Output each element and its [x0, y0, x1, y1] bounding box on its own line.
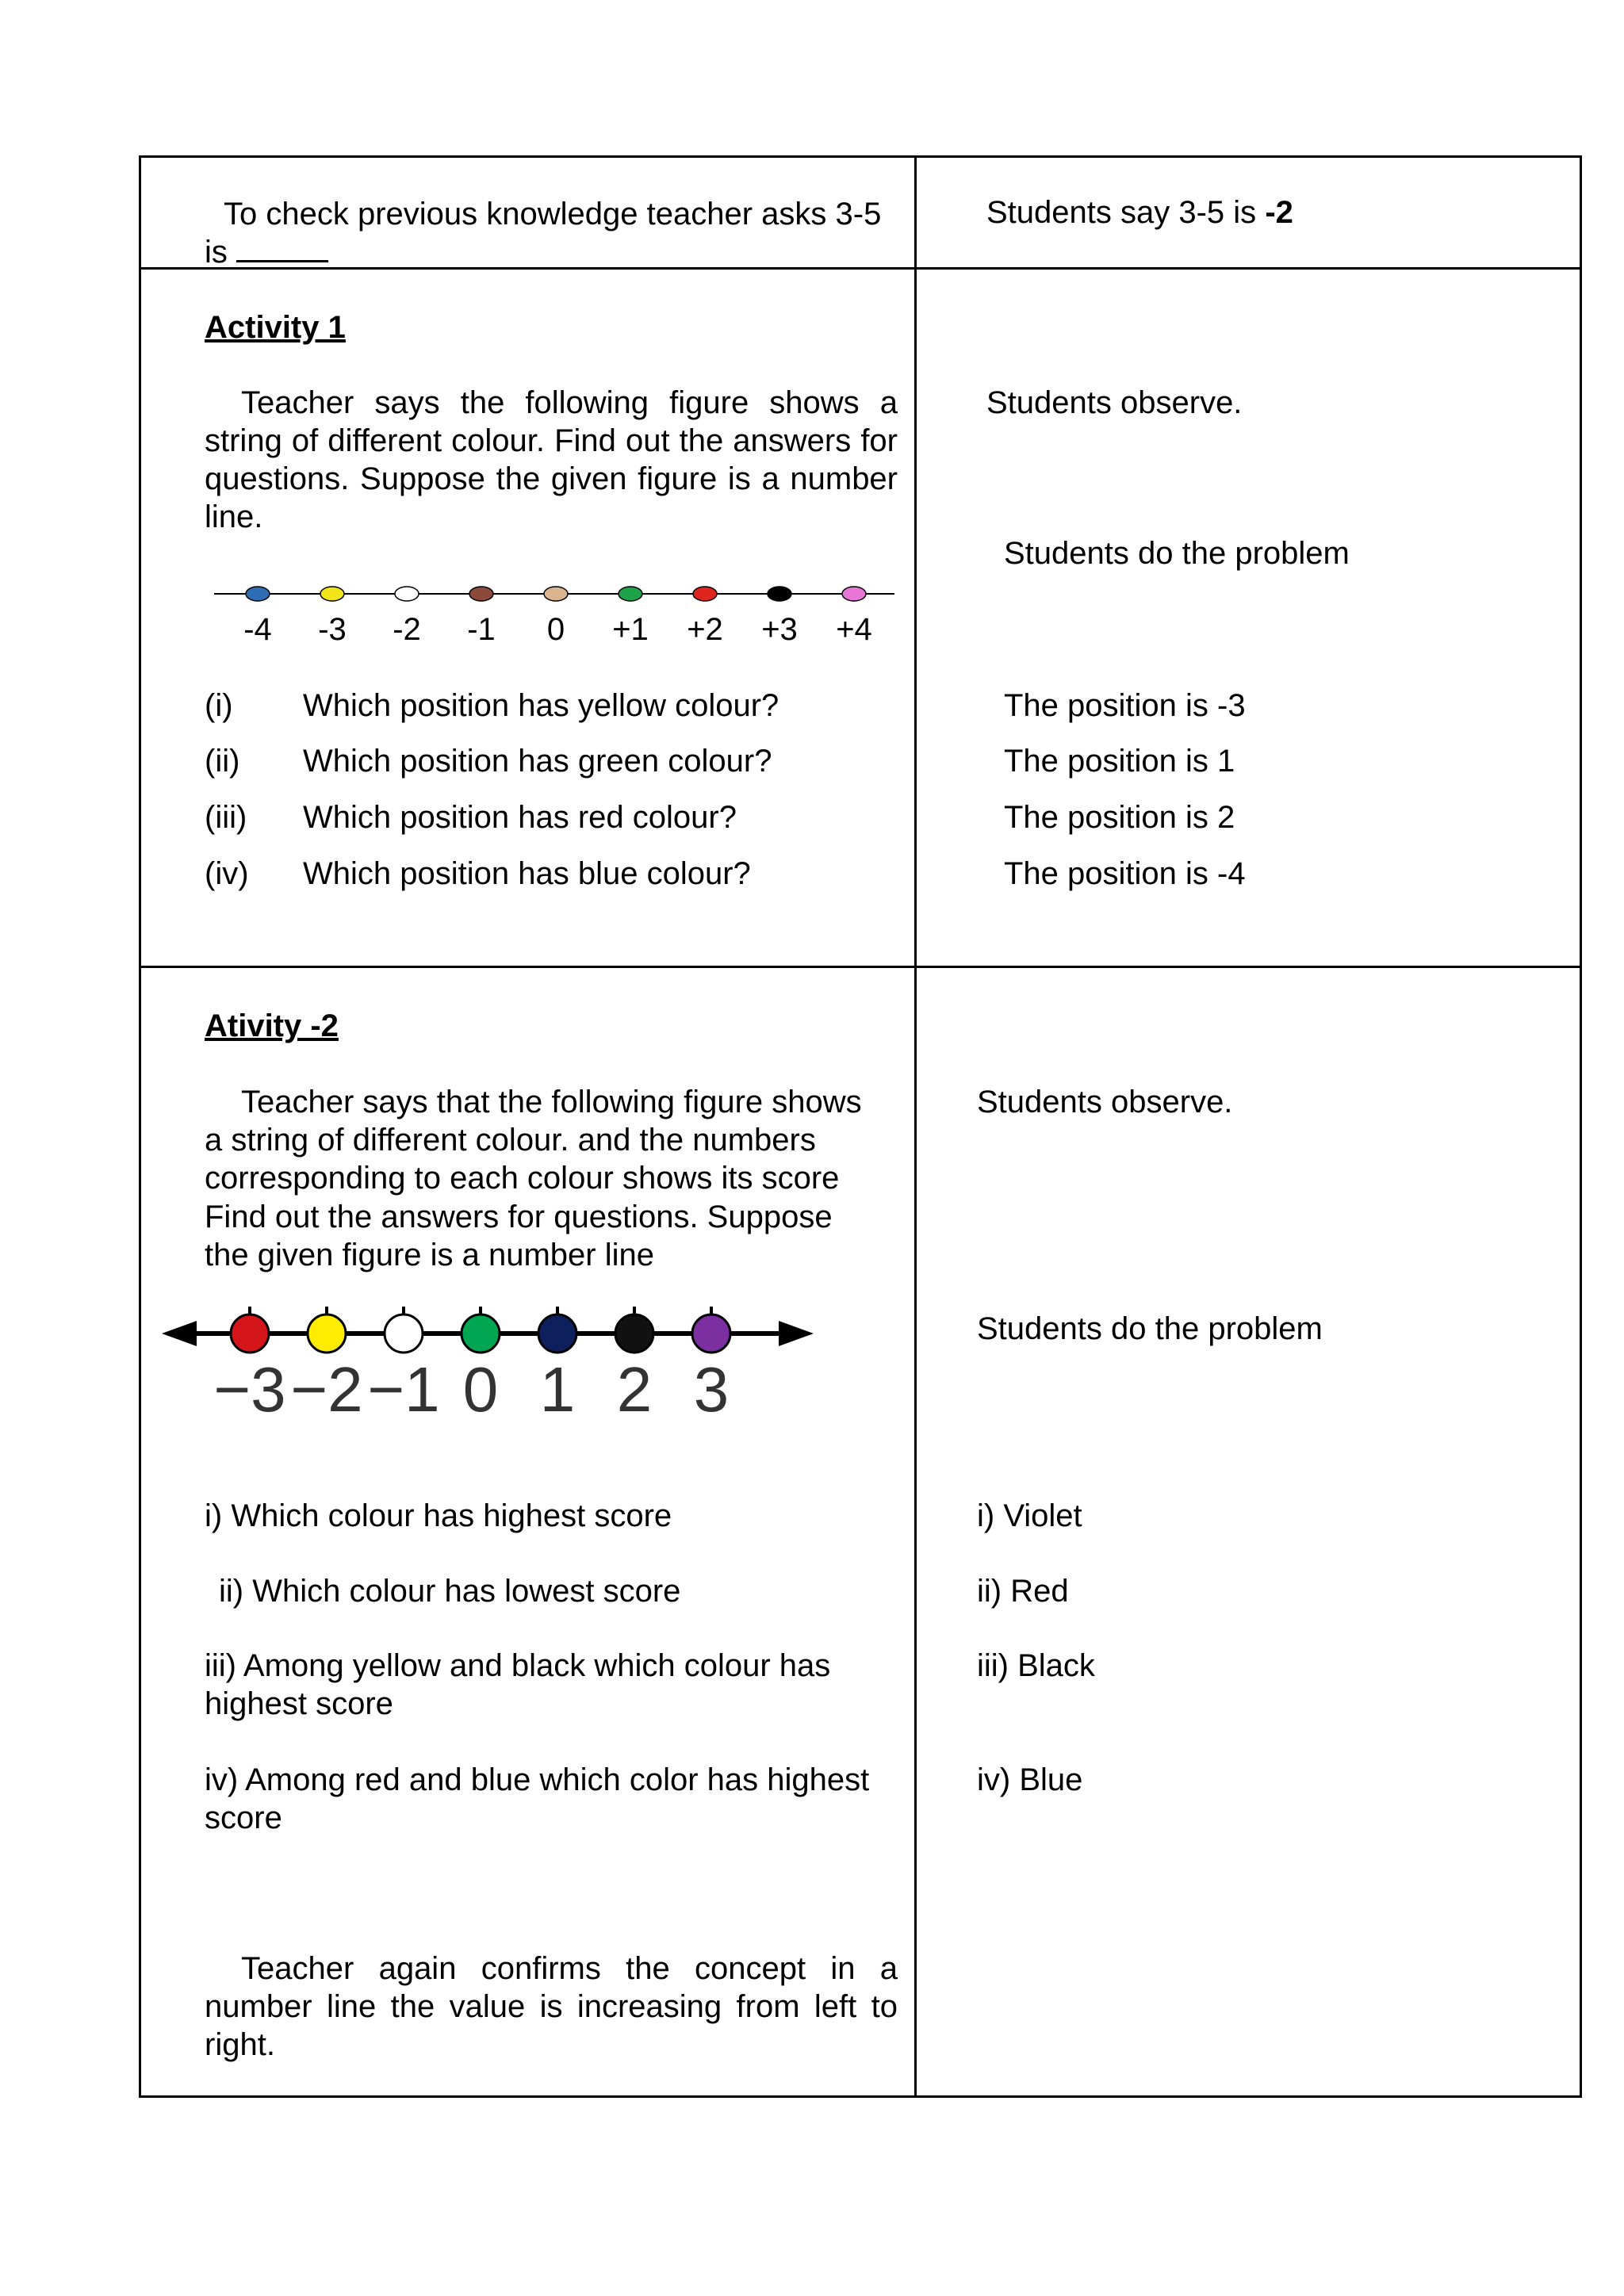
tick-label: 3 — [693, 1354, 730, 1425]
activity-2-heading: Ativity -2 — [205, 1008, 339, 1043]
tick-label: 2 — [616, 1354, 653, 1425]
activity-1-observe: Students observe. — [986, 385, 1243, 420]
activity-1-heading: Activity 1 — [205, 310, 346, 345]
question-answer: The position is 2 — [1004, 800, 1235, 835]
bead-1 — [320, 587, 344, 601]
question-number: (i) — [205, 688, 233, 723]
tick-label: -2 — [393, 612, 421, 647]
tick-label: +4 — [836, 612, 872, 647]
activity-2-number-line — [159, 1300, 825, 1427]
question-text: iii) Among yellow and black which colour has highest score — [205, 1648, 831, 1721]
tick-label: +1 — [612, 612, 649, 647]
question-answer: The position is -3 — [1004, 688, 1246, 723]
question-answer: The position is -4 — [1004, 856, 1246, 891]
question-number: (iv) — [205, 856, 249, 891]
bead-0 — [231, 1314, 269, 1353]
bead-6 — [693, 587, 717, 601]
bead-8 — [842, 587, 866, 601]
question-text: ii) Which colour has lowest score — [219, 1574, 681, 1609]
bead-6 — [692, 1314, 730, 1353]
prior-knowledge-answer: Students say 3-5 is -2 — [986, 195, 1293, 230]
row-divider-2 — [139, 966, 1582, 968]
question-text: i) Which colour has highest score — [205, 1498, 672, 1533]
question-answer: iii) Black — [977, 1648, 1095, 1683]
bead-1 — [308, 1314, 346, 1353]
answer-blank — [236, 233, 328, 262]
bead-3 — [462, 1314, 500, 1353]
bead-3 — [469, 587, 493, 601]
bead-4 — [538, 1314, 576, 1353]
activity-2-intro-line: the given figure is a number line — [205, 1238, 654, 1272]
question-text: Which position has green colour? — [303, 744, 772, 779]
left-arrow-icon — [162, 1321, 197, 1346]
activity-2-intro-line: a string of different colour. and the numbers — [205, 1123, 816, 1158]
tick-label: 1 — [539, 1354, 576, 1425]
question-answer: The position is 1 — [1004, 744, 1235, 779]
tick-label: -3 — [318, 612, 347, 647]
activity-2-intro-line: Teacher says that the following figure shows — [241, 1085, 862, 1119]
activity-1-problem: Students do the problem — [1004, 536, 1350, 571]
activity-1-number-line — [214, 575, 904, 654]
tick-label: −3 — [213, 1354, 286, 1425]
question-text: Which position has yellow colour? — [303, 688, 779, 723]
question-text: Which position has blue colour? — [303, 856, 751, 891]
bead-2 — [395, 587, 419, 601]
right-arrow-icon — [779, 1321, 814, 1346]
question-number: (iii) — [205, 800, 247, 835]
bead-2 — [385, 1314, 423, 1353]
question-text: Which position has red colour? — [303, 800, 737, 835]
bead-7 — [768, 587, 791, 601]
activity-2-observe: Students observe. — [977, 1085, 1233, 1119]
bead-5 — [619, 587, 642, 601]
question-number: (ii) — [205, 744, 240, 779]
column-divider — [914, 155, 917, 2098]
activity-2-intro-line: Find out the answers for questions. Suppose — [205, 1200, 833, 1234]
tick-label: −1 — [367, 1354, 440, 1425]
prior-knowledge-question: To check previous knowledge teacher asks 3-5 is — [205, 197, 882, 270]
question-answer: i) Violet — [977, 1498, 1082, 1533]
question-text: iv) Among red and blue which color has highest score — [205, 1762, 870, 1835]
question-answer: iv) Blue — [977, 1762, 1083, 1797]
tick-label: 0 — [546, 612, 565, 647]
activity-2-intro-line: corresponding to each colour shows its score — [205, 1161, 840, 1196]
activity-2-conclusion: Teacher again confirms the concept in a number line the value is increasing from left to right. — [205, 1951, 898, 2062]
tick-label: −2 — [290, 1354, 363, 1425]
activity-2-problem: Students do the problem — [977, 1311, 1323, 1346]
tick-label: +2 — [687, 612, 723, 647]
bead-5 — [615, 1314, 653, 1353]
tick-label: +3 — [761, 612, 798, 647]
bead-4 — [544, 587, 568, 601]
bead-0 — [246, 587, 270, 601]
tick-label: 0 — [462, 1354, 499, 1425]
activity-1-intro: Teacher says the following figure shows a string of different colour. Find out the answers for questions. Suppose the given figure is a number line. — [205, 385, 898, 534]
tick-label: -4 — [243, 612, 272, 647]
question-answer: ii) Red — [977, 1574, 1069, 1609]
tick-label: -1 — [467, 612, 496, 647]
